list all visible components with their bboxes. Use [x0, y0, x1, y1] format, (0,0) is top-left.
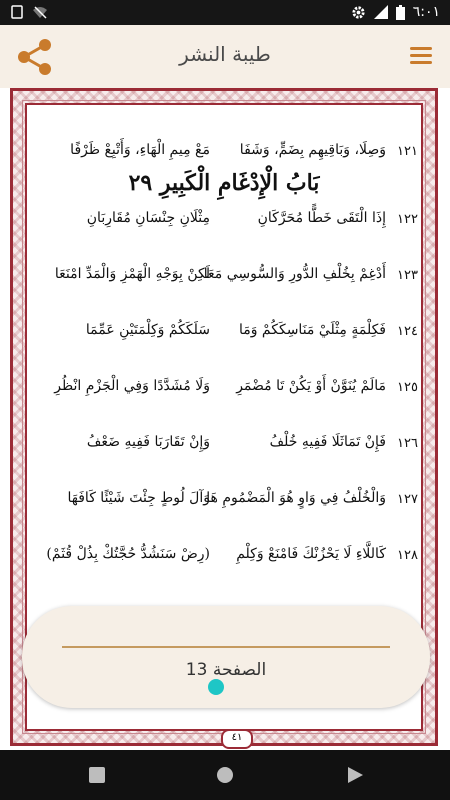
verse-number: ١٢٦ — [397, 436, 418, 451]
verse-line — [24, 206, 424, 236]
verse-line — [24, 138, 424, 168]
verse-second-hemistich: (رِضْ سَنَشُدُّ حُجَّتُكْ بِذُلْ قُثَمْ) — [46, 546, 210, 562]
page-slider-thumb[interactable] — [208, 679, 224, 695]
verse-line — [24, 318, 424, 348]
verse-first-hemistich: مَالَمْ يُنَوَّنْ أَوْ يَكُنْ تَا مُضْمَرِ — [236, 378, 386, 394]
verse-first-hemistich: وَصِلَا، وَبَاقِيهِم بِضَمٍّ، وَشَفَا — [239, 142, 386, 158]
android-icon — [10, 5, 24, 19]
signal-icon — [374, 5, 388, 19]
verse-second-hemistich: وَإِنْ تَقَارَبَا فَفِيهِ ضَعْفُ — [86, 434, 210, 450]
verse-first-hemistich: وَالْخُلْفُ فِي وَاوٍ هُوَ الْمَضْمُومِ هَا — [206, 490, 386, 506]
verse-number: ١٢١ — [397, 144, 418, 159]
status-time: ٦:٠١ — [412, 4, 440, 20]
verse-second-hemistich: سَلَكَكُمْ وَكِلْمَتَيْنِ عَمِّمَا — [85, 322, 210, 338]
page-slider-panel — [22, 606, 430, 708]
verse-line — [24, 262, 424, 292]
verse-line — [24, 430, 424, 460]
page-slider-track[interactable] — [62, 646, 390, 648]
wifi-off-icon — [32, 5, 48, 19]
back-triangle-icon[interactable] — [344, 764, 366, 786]
verse-number: ١٢٢ — [397, 212, 418, 227]
verse-number: ١٢٨ — [397, 548, 418, 563]
verse-line — [24, 542, 424, 572]
verse-line — [24, 374, 424, 404]
verse-second-hemistich: وَلَا مُشَدَّدًا وَفِي الْجَزْمِ انْظُرِ — [54, 378, 210, 394]
home-circle-icon[interactable] — [214, 764, 236, 786]
verse-number: ١٢٧ — [397, 492, 418, 507]
page-slider-fill — [62, 646, 216, 648]
verse-first-hemistich: كَاللَّاءِ لَا يَحْزُنْكَ فَامْنَعْ وَكِلْمِ — [236, 546, 386, 562]
verse-second-hemistich: لَكِنْ بِوَجْهِ الْهَمْزِ وَالْمَدِّ امْنَعَا — [54, 266, 210, 282]
verse-first-hemistich: أَدْغِمْ بِخُلْفِ الدُّورِ وَالسُّوسِي مَعَا — [203, 266, 386, 282]
verse-second-hemistich: مِثْلَانِ جِنْسَانِ مُقَارِبَانِ — [86, 210, 210, 226]
stop-square-icon[interactable] — [86, 764, 108, 786]
page-label: الصفحة 13 — [185, 660, 267, 680]
system-nav-bar — [0, 750, 450, 800]
verse-second-hemistich: وَآلَ لُوطٍ جِئْتَ شَيْئًا كَافَهَا — [67, 490, 210, 506]
verse-first-hemistich: إِذَا الْتَقَى خَطًّا مُحَرَّكَانِ — [257, 210, 386, 226]
app-bar — [0, 25, 450, 89]
chapter-title: بَابُ الْإِدْغَامِ الْكَبِيرِ ٢٩ — [128, 170, 320, 196]
verse-line — [24, 486, 424, 516]
settings-icon — [351, 5, 366, 20]
battery-icon — [396, 5, 405, 20]
status-bar — [0, 0, 450, 25]
menu-icon[interactable] — [408, 44, 434, 70]
verse-first-hemistich: فَكِلْمَةٍ مِثْلَيْ مَنَاسِكَكُمْ وَمَا — [238, 322, 386, 338]
app-title: طيبة النشر — [179, 42, 271, 66]
verse-number: ١٢٤ — [397, 324, 418, 339]
verse-second-hemistich: مَعْ مِيمِ الْهَاءِ، وَأَتْبِعْ ظَرْفًا — [70, 142, 210, 158]
verse-number: ١٢٥ — [397, 380, 418, 395]
page-number-badge: ٤١ — [221, 729, 253, 749]
verse-number: ١٢٣ — [397, 268, 418, 283]
verse-first-hemistich: فَإِنْ تَمَاثَلَا فَفِيهِ خُلْفُ — [269, 434, 386, 450]
